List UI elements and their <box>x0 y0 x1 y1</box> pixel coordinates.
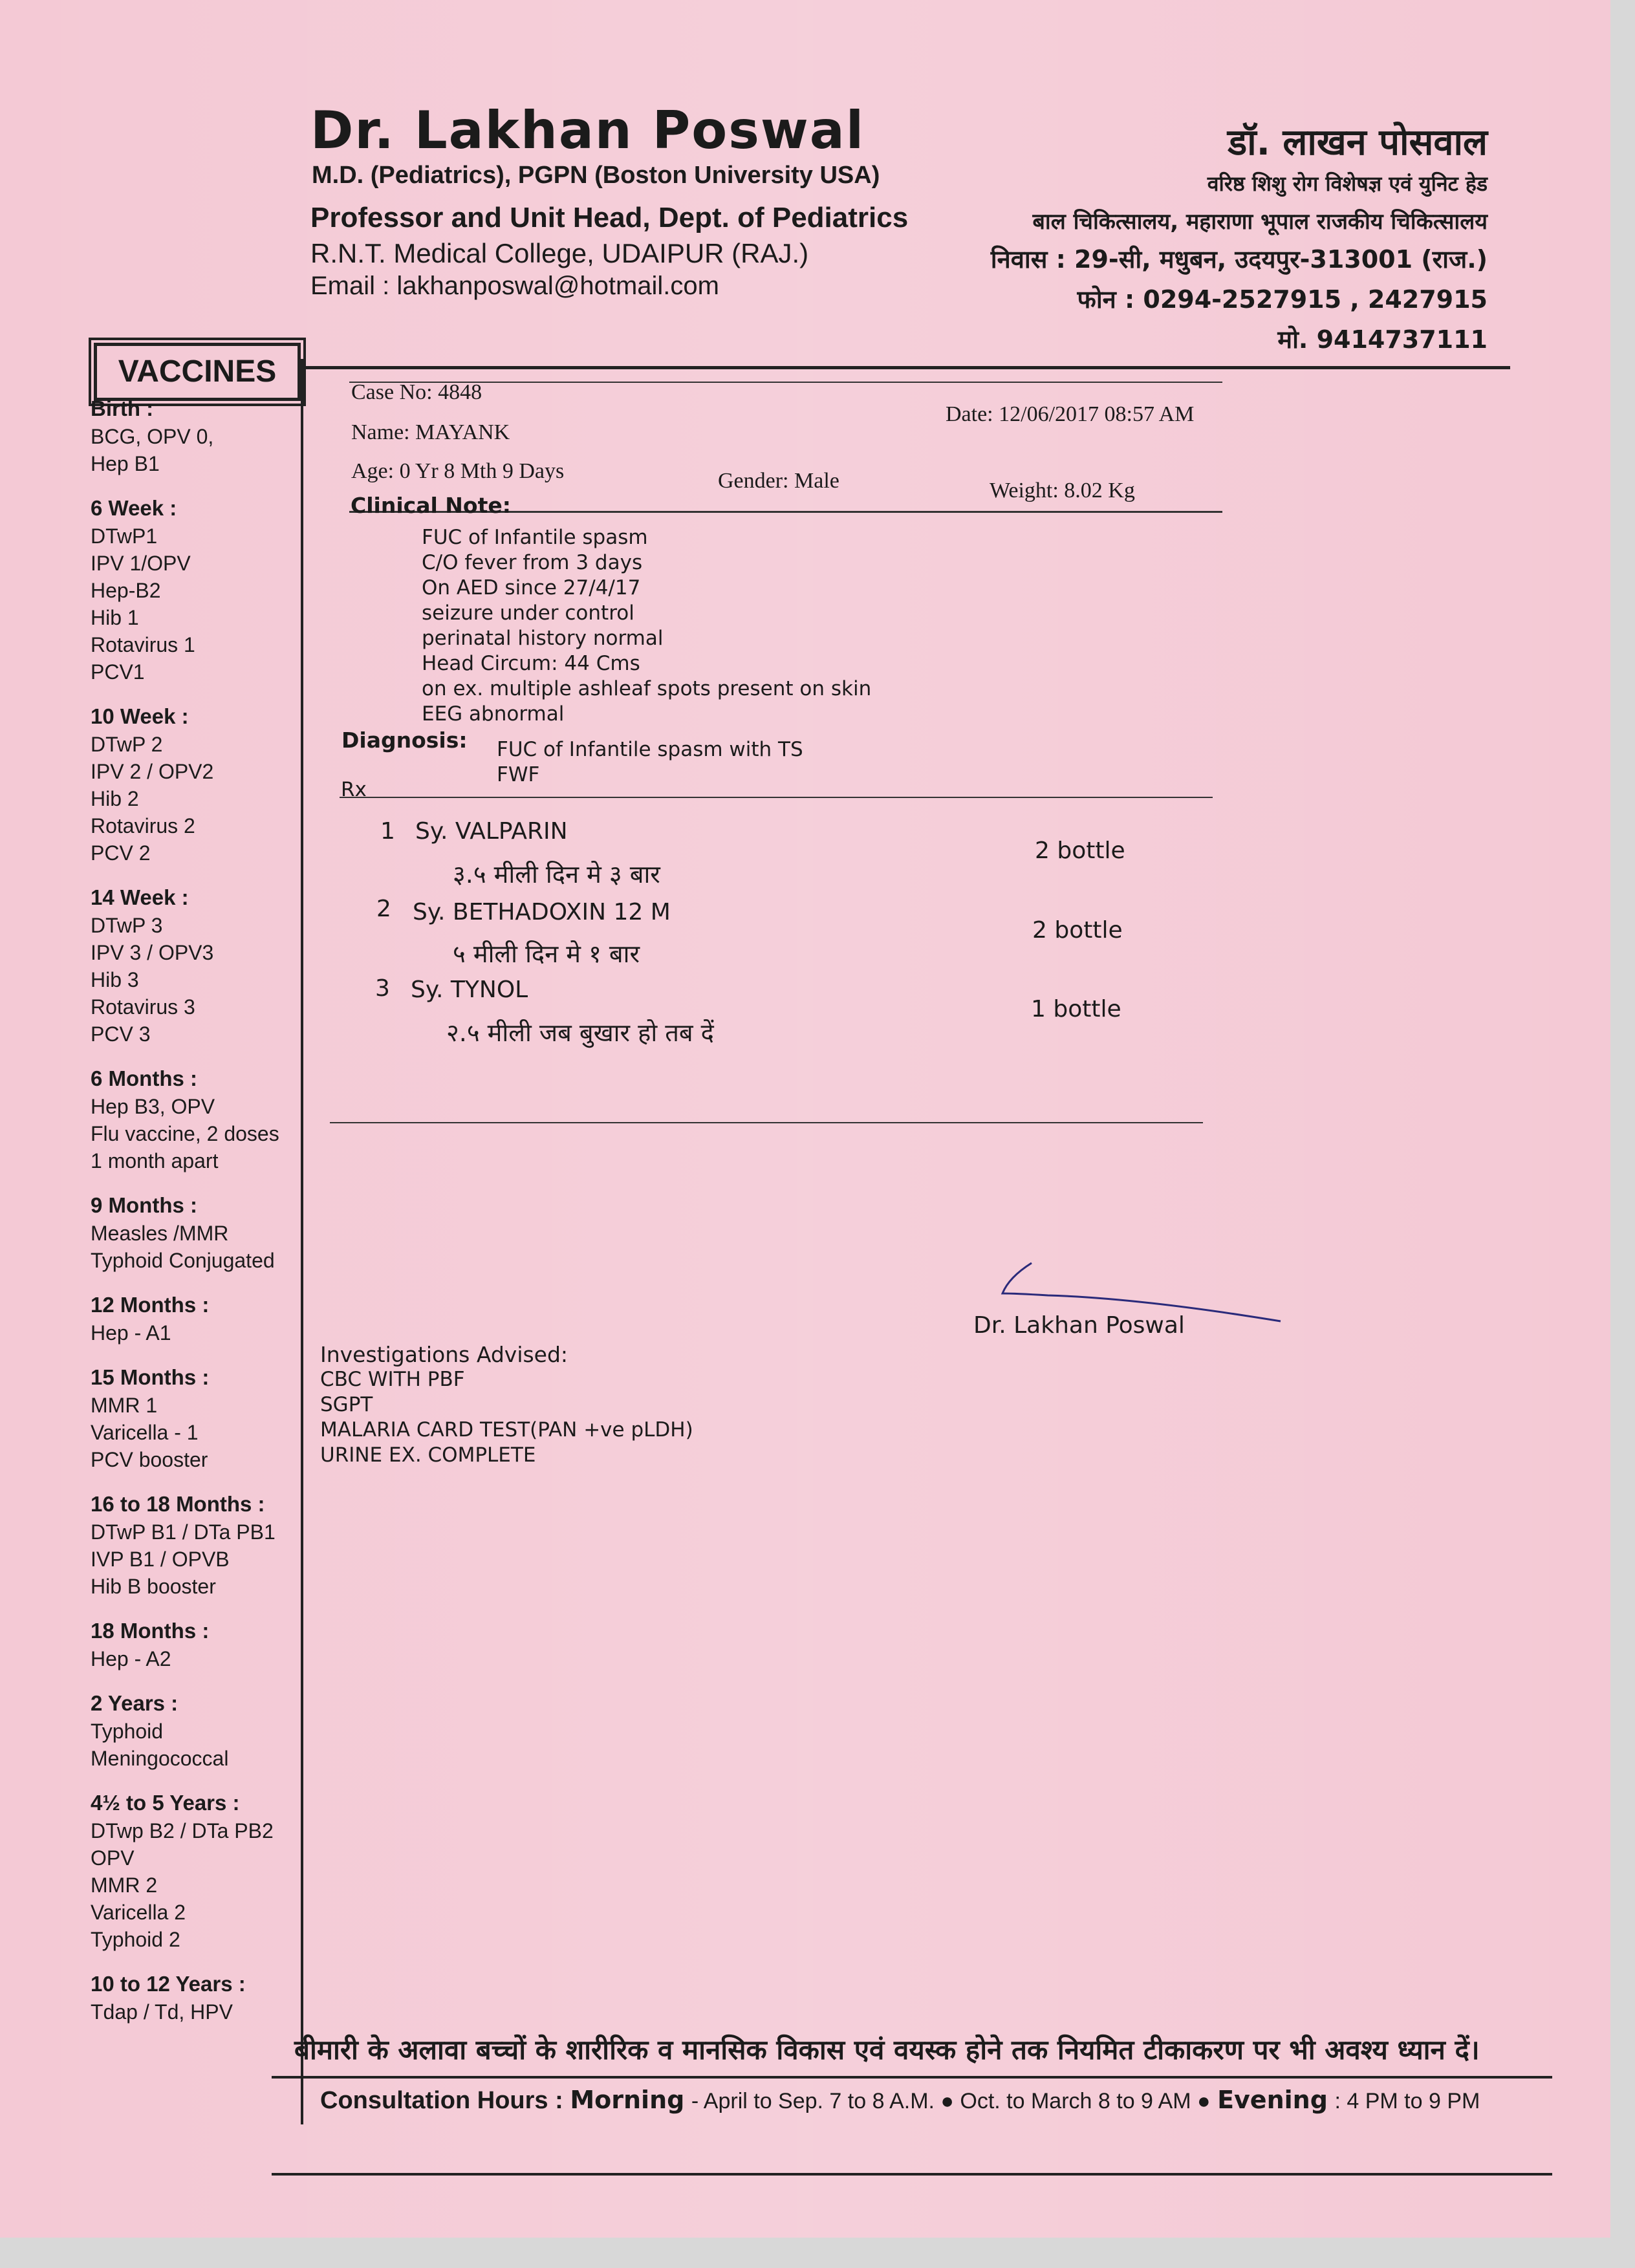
vaccine-group <box>91 1363 285 1473</box>
designation-hindi: वरिष्ठ शिशु रोग विशेषज्ञ एवं युनिट हेड <box>1207 171 1488 196</box>
doctor-name: Dr. Lakhan Poswal <box>310 100 865 160</box>
vaccine-age-heading: 15 Months : <box>91 1365 210 1389</box>
vaccine-age-heading: 6 Months : <box>91 1066 197 1090</box>
doctor-designation: Professor and Unit Head, Dept. of Pediatrics <box>310 202 909 233</box>
patient-age: Age: 0 Yr 8 Mth 9 Days <box>351 459 565 483</box>
diagnosis-line: FUC of Infantile spasm with TS <box>497 738 803 761</box>
rx-item-number: 3 <box>375 975 390 1002</box>
vaccine-item: DTwP 3 <box>91 914 163 937</box>
investigation-item: URINE EX. COMPLETE <box>320 1443 536 1467</box>
vaccine-item: Hib 2 <box>91 787 139 810</box>
vaccine-group <box>91 494 285 686</box>
vaccine-item: Meningococcal <box>91 1747 229 1770</box>
vaccine-item: PCV booster <box>91 1448 208 1471</box>
vaccine-item: Typhoid 2 <box>91 1928 180 1951</box>
vaccine-age-heading: 12 Months : <box>91 1293 210 1317</box>
vaccine-item: DTwp B2 / DTa PB2 <box>91 1819 274 1842</box>
hospital-hindi: बाल चिकित्सालय, महाराणा भूपाल राजकीय चिकित्सालय <box>1032 209 1488 235</box>
visit-date: Date: 12/06/2017 08:57 AM <box>946 402 1195 426</box>
vaccine-item: 1 month apart <box>91 1149 219 1172</box>
vaccine-age-heading: 10 Week : <box>91 704 189 728</box>
investigation-item: CBC WITH PBF <box>320 1368 465 1391</box>
vaccine-group <box>91 883 285 1048</box>
vaccine-item: Tdap / Td, HPV <box>91 2000 233 2024</box>
morning-hours: - April to Sep. 7 to 8 A.M. ● Oct. to March 8 to 9 AM ● <box>691 2089 1211 2113</box>
vaccine-age-heading: 10 to 12 Years : <box>91 1972 246 1996</box>
doctor-qualification: M.D. (Pediatrics), PGPN (Boston University USA) <box>312 162 880 189</box>
rx-item-dose: ३.५ मीली दिन मे ३ बार <box>453 860 660 889</box>
vaccines-list <box>91 394 285 2042</box>
clinical-note-line: On AED since 27/4/17 <box>422 576 641 599</box>
evening-label: Evening <box>1217 2086 1328 2114</box>
vaccine-item: MMR 2 <box>91 1874 158 1897</box>
vaccine-item: Measles /MMR <box>91 1222 229 1245</box>
vaccine-item: PCV 3 <box>91 1022 151 1046</box>
vaccine-item: IPV 1/OPV <box>91 552 191 575</box>
clinical-note-line: FUC of Infantile spasm <box>422 526 648 549</box>
rx-item-qty: 1 bottle <box>1031 996 1121 1022</box>
vaccine-item: Hep - A1 <box>91 1321 171 1345</box>
clinical-note-line: EEG abnormal <box>422 702 565 726</box>
vaccine-item: DTwP B1 / DTa PB1 <box>91 1520 276 1544</box>
clinical-note-line: Head Circum: 44 Cms <box>422 652 640 675</box>
vaccines-divider <box>301 359 303 2124</box>
vaccine-item: OPV <box>91 1846 135 1870</box>
phone-hindi: फोन : 0294-2527915 , 2427915 <box>1077 285 1488 314</box>
vaccine-item: Rotavirus 1 <box>91 633 195 656</box>
doctor-email: Email : lakhanposwal@hotmail.com <box>310 272 719 300</box>
mobile-hindi: मो. 9414737111 <box>1277 325 1488 354</box>
patient-weight: Weight: 8.02 Kg <box>990 479 1135 502</box>
vaccines-title: VACCINES <box>94 343 301 401</box>
vaccine-group <box>91 1970 285 2025</box>
vaccine-item: Rotavirus 3 <box>91 995 195 1019</box>
patient-gender: Gender: Male <box>718 469 839 493</box>
header-rule <box>301 366 1510 369</box>
investigations <box>320 1342 693 1468</box>
clinical-note-line: perinatal history normal <box>422 627 664 650</box>
vaccine-age-heading: 4½ to 5 Years : <box>91 1791 240 1815</box>
diagnosis-line: FWF <box>497 763 540 786</box>
investigations-label: Investigations Advised: <box>320 1342 568 1367</box>
vaccine-age-heading: 18 Months : <box>91 1619 210 1643</box>
college-name: R.N.T. Medical College, UDAIPUR (RAJ.) <box>310 238 809 268</box>
vaccine-item: Typhoid Conjugated <box>91 1249 275 1272</box>
vaccine-item: Hep B3, OPV <box>91 1095 215 1118</box>
vaccine-group <box>91 394 285 477</box>
investigation-item: MALARIA CARD TEST(PAN +ve pLDH) <box>320 1418 693 1442</box>
rx-item-dose: २.५ मीली जब बुखार हो तब दें <box>446 1019 714 1047</box>
rx-rule <box>340 797 1213 798</box>
consultation-hours <box>320 2086 1480 2115</box>
rx-item-number: 2 <box>376 896 391 922</box>
clinical-note-line: on ex. multiple ashleaf spots present on skin <box>422 677 872 700</box>
vaccine-age-heading: 2 Years : <box>91 1691 179 1715</box>
vaccine-item: IVP B1 / OPVB <box>91 1548 230 1571</box>
vaccine-item: PCV1 <box>91 660 145 684</box>
vaccine-item: Hep B1 <box>91 452 160 475</box>
diagnosis-text <box>497 737 803 788</box>
vaccine-age-heading: 9 Months : <box>91 1193 197 1217</box>
rx-item-name: Sy. TYNOL <box>411 977 528 1003</box>
vaccine-item: Hep-B2 <box>91 579 161 602</box>
rx-item-qty: 2 bottle <box>1032 917 1123 944</box>
vaccine-item: Hib B booster <box>91 1575 216 1598</box>
vaccine-group <box>91 1064 285 1174</box>
vaccine-group <box>91 702 285 867</box>
clinical-notes <box>422 525 871 727</box>
doctor-name-hindi: डॉ. लाखन पोसवाल <box>1228 122 1488 164</box>
rx-item-name: Sy. VALPARIN <box>415 818 568 845</box>
vaccine-item: IPV 3 / OPV3 <box>91 941 214 964</box>
vaccine-item: Rotavirus 2 <box>91 814 195 837</box>
footer-top-rule <box>272 2076 1552 2079</box>
rx-item-dose: ५ मीली दिन मे १ बार <box>453 940 640 968</box>
vaccine-item: Hep - A2 <box>91 1647 171 1670</box>
rx-item-qty: 2 bottle <box>1035 837 1125 864</box>
case-number: Case No: 4848 <box>351 380 482 404</box>
vaccine-age-heading: 16 to 18 Months : <box>91 1492 265 1516</box>
clinical-note-label: Clinical Note: <box>351 493 511 518</box>
vaccine-group <box>91 1291 285 1346</box>
vaccine-item: Varicella - 1 <box>91 1421 199 1444</box>
vaccine-group <box>91 1689 285 1772</box>
vaccine-item: Typhoid <box>91 1720 164 1743</box>
patient-name: Name: MAYANK <box>351 420 510 444</box>
vaccine-age-heading: 6 Week : <box>91 496 177 520</box>
vaccine-item: IPV 2 / OPV2 <box>91 760 214 783</box>
vaccine-item: MMR 1 <box>91 1394 158 1417</box>
diagnosis-label: Diagnosis: <box>341 728 468 753</box>
clinical-note-line: C/O fever from 3 days <box>422 551 643 574</box>
investigation-item: SGPT <box>320 1393 373 1416</box>
footer-bottom-rule <box>272 2173 1552 2176</box>
vaccine-item: DTwP 2 <box>91 733 163 756</box>
hours-label: Consultation Hours : <box>320 2087 563 2114</box>
rx-label: Rx <box>341 778 367 801</box>
clinical-note-line: seizure under control <box>422 601 634 625</box>
signature-name: Dr. Lakhan Poswal <box>973 1312 1185 1339</box>
vaccine-age-heading: 14 Week : <box>91 885 189 909</box>
rx-end-rule <box>330 1122 1203 1123</box>
vaccine-item: DTwP1 <box>91 524 158 548</box>
vaccine-group <box>91 1191 285 1274</box>
vaccine-group <box>91 1490 285 1600</box>
evening-hours: : 4 PM to 9 PM <box>1334 2089 1480 2113</box>
vaccine-item: Varicella 2 <box>91 1901 186 1924</box>
vaccine-age-heading: Birth : <box>91 396 154 420</box>
vaccine-item: BCG, OPV 0, <box>91 425 214 448</box>
vaccine-group <box>91 1617 285 1672</box>
vaccine-item: Flu vaccine, 2 doses <box>91 1122 279 1145</box>
vaccine-group <box>91 1789 285 1953</box>
vaccine-item: PCV 2 <box>91 841 151 865</box>
vaccine-item: Hib 1 <box>91 606 139 629</box>
rx-item-name: Sy. BETHADOXIN 12 M <box>413 899 671 925</box>
rx-item-number: 1 <box>380 818 395 845</box>
footer-notice: बीमारी के अलावा बच्चों के शारीरिक व मानसिक विकास एवं वयस्क होने तक नियमित टीकाकरण पर भी अवश्य ध्यान दें। <box>294 2034 1480 2066</box>
address-hindi: निवास : 29-सी, मधुबन, उदयपुर-313001 (राज.) <box>990 245 1488 274</box>
vaccine-item: Hib 3 <box>91 968 139 991</box>
morning-label: Morning <box>570 2086 685 2114</box>
